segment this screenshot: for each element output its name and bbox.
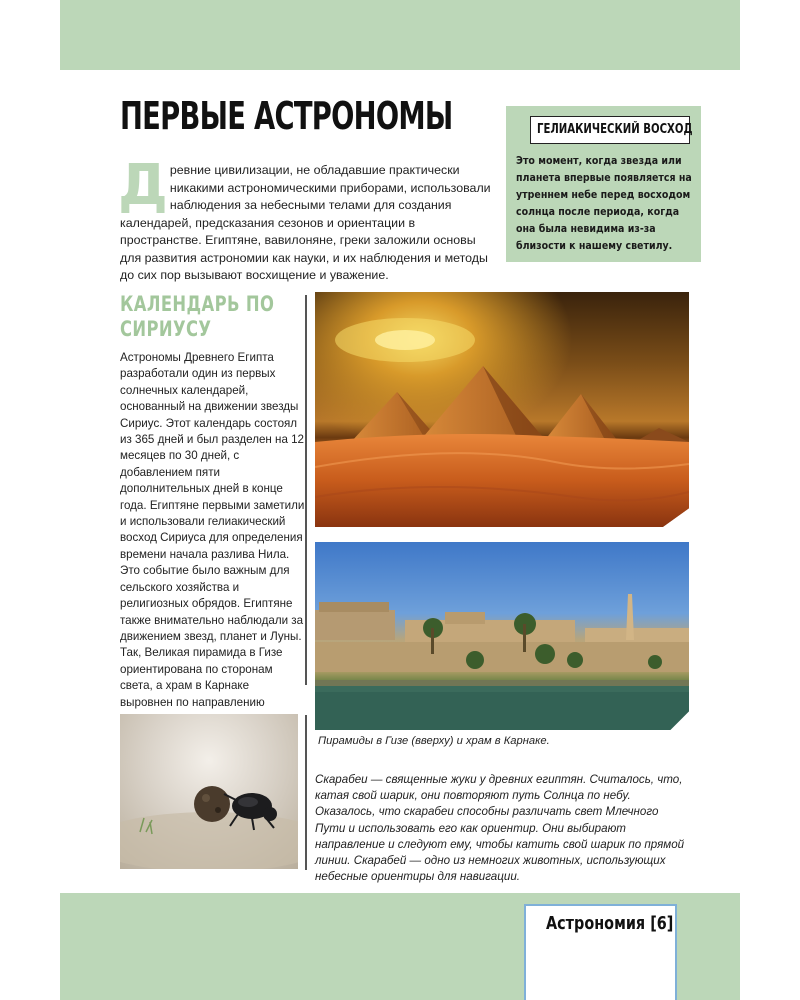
karnak-temple-photo	[315, 542, 689, 730]
column-divider	[305, 295, 307, 685]
column-divider-lower	[305, 715, 307, 870]
scarab-illustration	[120, 714, 298, 869]
footer-label: Астрономия [6]	[546, 913, 674, 934]
pyramids-photo	[315, 292, 689, 527]
intro-paragraph	[118, 153, 495, 285]
scarab-beetle-photo	[120, 714, 298, 869]
scarab-note: Скарабеи — священные жуки у древних египтян. Считалось, что, катая свой шарик, они повторяют путь Солнца по небу. Оказалось, что скарабеи способны различать свет Млечного Пути и использовать его как ориентир. Они выбирают направление и следуют ему, чтобы катить свой шарик по прямой линии. Скарабей — одно из немногих животных, использующих небесные ориентиры для навигации.	[315, 773, 685, 884]
drop-cap: Д	[118, 153, 168, 218]
sidebar-title-frame	[530, 116, 693, 144]
section-body: Астрономы Древнего Египта разработали один из первых солнечных календарей, основанный на движении звезды Сириус. Этот календарь состоял из 365 дней и был разделен на 12 месяцев по 30 дней, с добавлением пяти дополнительных дней в конце года. Египтяне первыми заметили и использовали гелиакический восход Сириуса для определения времени начала разлива Нила. Это событие было важным для сельского хозяйства и религиозных обрядов. Египтяне также внимательно наблюдали за движением звезд, планет и Луны. Так, Великая пирамида в Гизе ориентирована по сторонам света, а храм в Карнаке выровнен по направлению	[120, 351, 305, 709]
karnak-illustration	[315, 542, 689, 730]
section-title: КАЛЕНДАРЬ ПО СИРИУСУ	[120, 292, 275, 341]
footer-box	[524, 904, 677, 1000]
pyramids-illustration	[315, 292, 689, 527]
sidebar-text: Это момент, когда звезда или планета впервые появляется на утреннем небе перед восходом солнца после периода, когда она была невидима из-за близости к нашему светилу.	[516, 154, 692, 252]
sidebar-title: ГЕЛИАКИЧЕСКИЙ ВОСХОД	[537, 122, 693, 137]
page-title: ПЕРВЫЕ АСТРОНОМЫ	[120, 94, 453, 138]
top-band	[60, 0, 740, 70]
photo-caption: Пирамиды в Гизе (вверху) и храм в Карнаке.	[318, 735, 550, 747]
intro-text: ревние цивилизации, не обладавшие практически никакими астрономическими приборами, использовали наблюдения за небесными телами для создания календарей, предсказания сезонов и ориентации в пространстве. Египтяне, вавилоняне, греки заложили основы для развития астрономии как науки, и их наблюдения и методы до сих пор вызывают восхищение и уважение.	[120, 163, 491, 282]
